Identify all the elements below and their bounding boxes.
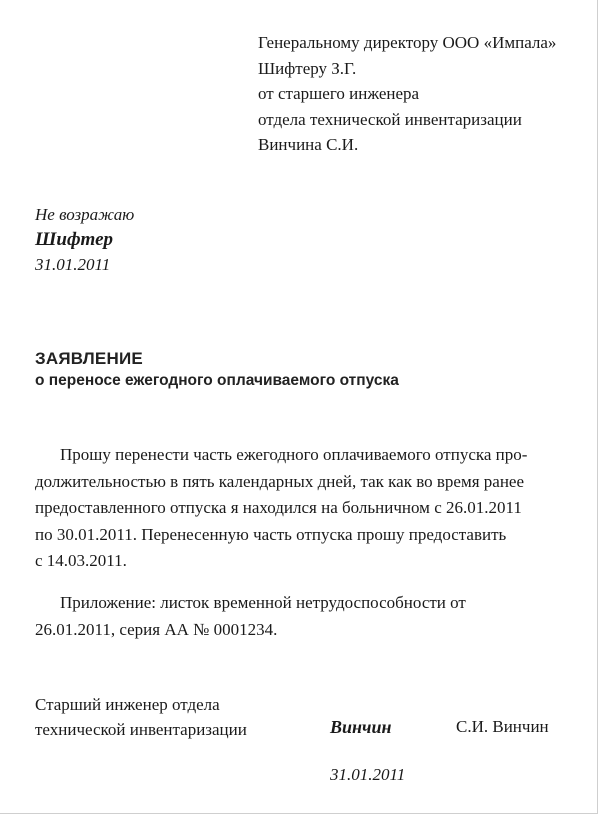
resolution-block (35, 202, 134, 277)
resolution-date: 31.01.2011 (35, 255, 111, 274)
document-subtitle: о переносе ежегодного оплачиваемого отпуска (35, 372, 399, 389)
attachment-line: 26.01.2011, серия АА № 0001234. (35, 619, 278, 639)
signer-position (35, 692, 247, 742)
body-line: по 30.01.2011. Перенесенную часть отпуска прошу предоставить (35, 524, 507, 544)
body-line: должительностью в пять календарных дней, так как во время ранее (35, 471, 525, 491)
addressee-line: от старшего инженера (258, 84, 420, 103)
body-line: Прошу перенести часть ежегодного оплачиваемого отпуска про- (60, 445, 528, 464)
resolution-signature: Шифтер (35, 229, 114, 250)
position-line: Старший инженер отдела (35, 695, 220, 714)
applicant-signature: Винчин (330, 717, 392, 737)
document-heading (35, 348, 399, 392)
addressee-line: отдела технической инвентаризации (258, 109, 522, 129)
request-body (35, 442, 555, 575)
addressee-line: Шифтеру З.Г. (258, 58, 357, 78)
body-line: предоставленного отпуска я находился на больничном с 26.01.2011 (35, 498, 522, 517)
attachment-line: Приложение: листок временной нетрудоспособности от (60, 593, 466, 612)
signature-date: 31.01.2011 (330, 765, 406, 784)
position-line: технической инвентаризации (35, 720, 247, 739)
addressee-block (258, 30, 556, 158)
applicant-name: С.И. Винчин (456, 717, 549, 736)
resolution-note: Не возражаю (35, 205, 135, 224)
addressee-line: Генеральному директору ООО «Импала» (258, 33, 557, 52)
body-line: с 14.03.2011. (35, 551, 127, 570)
document-title: ЗАЯВЛЕНИЕ (35, 349, 143, 368)
addressee-line: Винчина С.И. (258, 135, 359, 154)
attachment-paragraph (35, 590, 466, 643)
